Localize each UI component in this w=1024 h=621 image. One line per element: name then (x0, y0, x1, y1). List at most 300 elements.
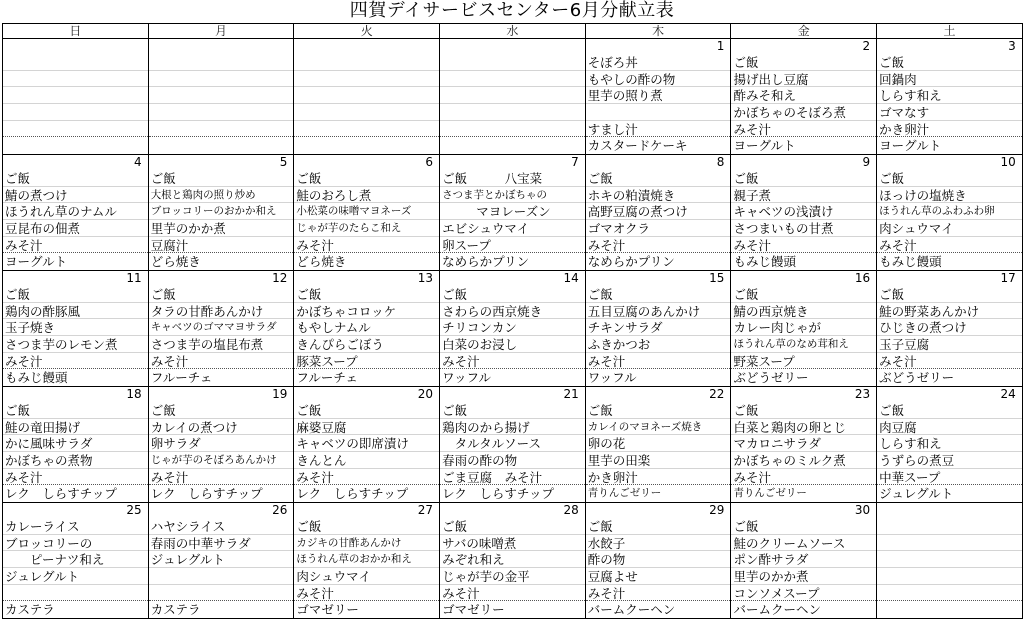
menu-item (294, 87, 439, 104)
day-number: 25 (3, 503, 149, 519)
menu-item (3, 87, 148, 104)
menu-item: ご飯 八宝菜 (440, 170, 585, 187)
menu-item: さわらの西京焼き (440, 303, 585, 320)
menu-item (149, 121, 294, 138)
menu-item (877, 568, 1022, 585)
menu-item: ほっけの塩焼き (877, 187, 1022, 204)
weekday-header-row (3, 24, 1023, 39)
menu-item: みそ汁 (3, 469, 148, 486)
menu-item: レク しらすチップ (442, 486, 554, 502)
menu-item: エビシュウマイ (440, 220, 585, 237)
menu-item (877, 585, 1022, 602)
menu-item: カステラ (5, 602, 55, 618)
menu-item: ふきかつお (586, 336, 731, 353)
menu-item: レク しらすチップ (5, 486, 117, 502)
menu-item: かに風味サラダ (3, 435, 148, 452)
menu-item: みそ汁 (294, 237, 439, 254)
menu-item: みそ汁 (440, 585, 585, 602)
menu-item: 小松菜の味噌マヨネーズ (294, 203, 439, 220)
menu-item (440, 87, 585, 104)
menu-item: チリコンカン (440, 319, 585, 336)
menu-item: みそ汁 (586, 353, 731, 370)
day-number: 8 (585, 155, 731, 171)
menu-item: うずらの煮豆 (877, 452, 1022, 469)
menu-item: 鮭の竜田揚げ (3, 419, 148, 436)
day-number: 7 (440, 155, 586, 171)
menu-item: ご飯 (731, 170, 876, 187)
menu-item: ご飯 (731, 518, 876, 535)
menu-item: ご飯 (3, 402, 148, 419)
menu-item: みそ汁 (149, 353, 294, 370)
menu-item (294, 54, 439, 71)
menu-item: 卵の花 (586, 435, 731, 452)
menu-item: タルタルソース (440, 435, 585, 452)
menu-item: 白菜と鶏肉の卵とじ (731, 419, 876, 436)
menu-item: ホキの粕漬焼き (586, 187, 731, 204)
menu-item: ヨーグルト (879, 138, 942, 154)
menu-item: 高野豆腐の煮つけ (586, 203, 731, 220)
day-number (148, 39, 294, 55)
day-number: 5 (148, 155, 294, 171)
menu-item (149, 87, 294, 104)
day-menu-cell (294, 286, 440, 387)
day-menu-cell (585, 518, 731, 619)
menu-item: バームクーヘン (733, 602, 821, 618)
menu-item (877, 601, 1022, 618)
menu-item: ほうれん草のナムル (3, 203, 148, 220)
day-number: 23 (731, 387, 877, 403)
menu-item: さつま芋の塩昆布煮 (149, 336, 294, 353)
menu-item: 野菜スープ (731, 353, 876, 370)
menu-item: 卵サラダ (149, 435, 294, 452)
menu-item: かぼちゃコロッケ (294, 303, 439, 320)
day-menu-cell (585, 402, 731, 503)
menu-item: 鮭の野菜あんかけ (877, 303, 1022, 320)
page-title: 四賀デイサービスセンター6月分献立表 (349, 0, 675, 21)
menu-item: タラの甘酢あんかけ (149, 303, 294, 320)
weekday-tue: 火 (294, 24, 440, 39)
day-menu-cell (877, 518, 1023, 619)
day-menu-cell (731, 170, 877, 271)
day-number: 1 (585, 39, 731, 55)
menu-item: 鯖の煮つけ (3, 187, 148, 204)
menu-item: もやしの酢の物 (586, 71, 731, 88)
menu-item (149, 71, 294, 88)
menu-item: かぼちゃのミルク煮 (731, 452, 876, 469)
day-number: 30 (731, 503, 877, 519)
day-menu-cell (148, 286, 294, 387)
menu-item: ブロッコリーの (3, 535, 148, 552)
menu-item: ご飯 (3, 286, 148, 303)
menu-item: ご飯 (294, 170, 439, 187)
menu-item: ひじきの煮つけ (877, 319, 1022, 336)
menu-item: きんとん (294, 452, 439, 469)
day-number: 11 (3, 271, 149, 287)
menu-item: 酢みそ和え (731, 87, 876, 104)
menu-item: じゃが芋のそぼろあんかけ (149, 452, 294, 469)
day-number: 6 (294, 155, 440, 171)
day-number: 29 (585, 503, 731, 519)
menu-item: どら焼き (296, 254, 347, 270)
menu-item: ヨーグルト (5, 254, 68, 270)
day-number (294, 39, 440, 55)
day-menu-cell (440, 170, 586, 271)
menu-item: ご飯 (877, 54, 1022, 71)
menu-item (294, 121, 439, 138)
menu-item: バームクーヘン (587, 602, 676, 618)
menu-item: ゴマなす (877, 104, 1022, 121)
menu-item: 鶏肉の酢豚風 (3, 303, 148, 320)
menu-item: フルーチェ (150, 370, 213, 386)
menu-table (2, 23, 1023, 619)
day-number: 10 (877, 155, 1023, 171)
menu-item: ゴマオクラ (586, 220, 731, 237)
menu-item: ヨーグルト (733, 138, 796, 154)
menu-item: ご飯 (877, 402, 1022, 419)
weekday-thu: 木 (585, 24, 731, 39)
day-number: 9 (731, 155, 877, 171)
menu-item: ごま豆腐 みそ汁 (440, 469, 585, 486)
menu-item: 中華スープ (877, 469, 1022, 486)
menu-item (440, 71, 585, 88)
week-5-date-row (3, 503, 1023, 519)
menu-item (3, 104, 148, 121)
weekday-sat: 土 (877, 24, 1023, 39)
menu-item: もみじ饅頭 (733, 254, 796, 270)
menu-item: なめらかプリン (587, 254, 675, 270)
menu-item (440, 121, 585, 138)
menu-item: 回鍋肉 (877, 71, 1022, 88)
week-5-menu-row (3, 518, 1023, 619)
menu-item: ワッフル (442, 370, 491, 386)
menu-item: そぼろ丼 (586, 54, 731, 71)
menu-item (586, 104, 731, 121)
menu-item: 肉シュウマイ (877, 220, 1022, 237)
day-number: 18 (3, 387, 149, 403)
day-menu-cell (440, 402, 586, 503)
menu-item: ジュレグルト (3, 568, 148, 585)
menu-item (149, 568, 294, 585)
menu-item: ピーナツ和え (3, 551, 148, 568)
day-number: 16 (731, 271, 877, 287)
day-number: 2 (731, 39, 877, 55)
menu-item: 豆腐よせ (586, 568, 731, 585)
menu-item: じゃが芋のたらこ和え (294, 220, 439, 237)
day-menu-cell (440, 286, 586, 387)
day-menu-cell (440, 518, 586, 619)
menu-item: かぼちゃのそぼろ煮 (731, 104, 876, 121)
menu-item: みぞれ和え (440, 551, 585, 568)
menu-item: ご飯 (440, 402, 585, 419)
day-number: 12 (148, 271, 294, 287)
menu-item: ゴマゼリー (442, 602, 505, 618)
day-number: 20 (294, 387, 440, 403)
menu-item: 水餃子 (586, 535, 731, 552)
menu-item: カスタードケーキ (587, 138, 688, 154)
day-menu-cell (585, 170, 731, 271)
day-number: 28 (440, 503, 586, 519)
day-menu-cell (877, 402, 1023, 503)
menu-item: カレー肉じゃが (731, 319, 876, 336)
menu-item: 青りんごゼリー (733, 487, 807, 500)
menu-item: みそ汁 (440, 353, 585, 370)
menu-item: さつま芋のレモン煮 (3, 336, 148, 353)
menu-item (294, 137, 439, 154)
weekday-wed: 水 (440, 24, 586, 39)
menu-item: ご飯 (586, 402, 731, 419)
day-menu-cell (440, 54, 586, 155)
day-menu-cell (877, 170, 1023, 271)
menu-item (877, 518, 1022, 535)
menu-item (3, 54, 148, 71)
day-menu-cell (294, 402, 440, 503)
day-number: 14 (440, 271, 586, 287)
menu-item: さつま芋とかぼちゃの (440, 187, 585, 204)
menu-item (149, 104, 294, 121)
menu-item: すまし汁 (586, 121, 731, 138)
menu-item: みそ汁 (731, 237, 876, 254)
day-menu-cell (148, 54, 294, 155)
menu-item: ご飯 (3, 170, 148, 187)
menu-item: ご飯 (440, 518, 585, 535)
menu-item: ご飯 (586, 518, 731, 535)
menu-item: キャベツの即席漬け (294, 435, 439, 452)
menu-item (440, 54, 585, 71)
menu-item: 玉子豆腐 (877, 336, 1022, 353)
weekday-mon: 月 (148, 24, 294, 39)
menu-item (294, 104, 439, 121)
menu-item: みそ汁 (3, 353, 148, 370)
menu-item: ぶどうゼリー (733, 370, 809, 386)
day-number: 15 (585, 271, 731, 287)
menu-item: ご飯 (586, 170, 731, 187)
menu-item: もやしナムル (294, 319, 439, 336)
menu-item: サバの味噌煮 (440, 535, 585, 552)
menu-item: ご飯 (294, 518, 439, 535)
menu-item: 里芋のかか煮 (731, 568, 876, 585)
menu-item: かぼちゃの煮物 (3, 452, 148, 469)
day-number: 27 (294, 503, 440, 519)
day-number: 21 (440, 387, 586, 403)
menu-item (877, 551, 1022, 568)
week-1-menu-row (3, 54, 1023, 155)
menu-item: ご飯 (149, 286, 294, 303)
menu-item: じゃが芋の金平 (440, 568, 585, 585)
menu-item: 青りんごゼリー (587, 487, 662, 500)
menu-item (3, 71, 148, 88)
menu-item: 春雨の酢の物 (440, 452, 585, 469)
day-menu-cell (877, 54, 1023, 155)
menu-item: ご飯 (294, 286, 439, 303)
menu-item: ご飯 (731, 286, 876, 303)
day-menu-cell (585, 286, 731, 387)
menu-item: ほうれん草のなめ茸和え (731, 336, 876, 353)
menu-item: ご飯 (877, 286, 1022, 303)
menu-item: 玉子焼き (3, 319, 148, 336)
menu-item: みそ汁 (294, 469, 439, 486)
menu-item: どら焼き (150, 254, 201, 270)
menu-item: 豆昆布の佃煮 (3, 220, 148, 237)
menu-item: コンソメスープ (731, 585, 876, 602)
day-menu-cell (3, 170, 149, 271)
menu-item: ご飯 (294, 402, 439, 419)
menu-item: ジュレグルト (879, 486, 954, 502)
day-menu-cell (148, 170, 294, 271)
day-number: 24 (877, 387, 1023, 403)
day-menu-cell (294, 170, 440, 271)
menu-item: ハヤシライス (149, 518, 294, 535)
menu-item (440, 137, 585, 154)
menu-item: ご飯 (586, 286, 731, 303)
menu-item: 酢の物 (586, 551, 731, 568)
menu-item: しらす和え (877, 87, 1022, 104)
menu-item: 鯖の西京焼き (731, 303, 876, 320)
day-number (3, 39, 149, 55)
menu-item: ご飯 (731, 54, 876, 71)
menu-item: ワッフル (587, 370, 637, 386)
menu-item: ご飯 (149, 170, 294, 187)
menu-item: かき卵汁 (586, 469, 731, 486)
menu-item: チキンサラダ (586, 319, 731, 336)
menu-item: 鮭のおろし煮 (294, 187, 439, 204)
day-menu-cell (585, 54, 731, 155)
menu-item: 大根と鶏肉の照り炒め (149, 187, 294, 204)
day-menu-cell (148, 518, 294, 619)
menu-item: キャベツのゴママヨサラダ (149, 319, 294, 336)
menu-item: みそ汁 (731, 121, 876, 138)
menu-item: ご飯 (877, 170, 1022, 187)
menu-item: 里芋のかか煮 (149, 220, 294, 237)
menu-item: ぶどうゼリー (879, 370, 955, 386)
menu-item: 春雨の中華サラダ (149, 535, 294, 552)
week-2-menu-row (3, 170, 1023, 271)
day-number: 17 (877, 271, 1023, 287)
menu-item (149, 54, 294, 71)
menu-item: 鮭のクリームソース (731, 535, 876, 552)
menu-item: みそ汁 (586, 237, 731, 254)
day-number: 26 (148, 503, 294, 519)
menu-item: きんぴらごぼう (294, 336, 439, 353)
day-menu-cell (731, 54, 877, 155)
menu-item: ほうれん草のおかか和え (294, 551, 439, 568)
menu-item (877, 535, 1022, 552)
weekday-fri: 金 (731, 24, 877, 39)
day-menu-cell (3, 54, 149, 155)
menu-item: ポン酢サラダ (731, 551, 876, 568)
menu-item: もみじ饅頭 (5, 370, 68, 386)
week-1-date-row (3, 39, 1023, 55)
menu-item: レク しらすチップ (296, 486, 409, 502)
menu-item: カレイの煮つけ (149, 419, 294, 436)
menu-item: マカロニサラダ (731, 435, 876, 452)
menu-item: 豚菜スープ (294, 353, 439, 370)
day-menu-cell (148, 402, 294, 503)
day-menu-cell (731, 286, 877, 387)
day-number: 3 (877, 39, 1023, 55)
week-2-date-row (3, 155, 1023, 171)
menu-item: 揚げ出し豆腐 (731, 71, 876, 88)
menu-item: フルーチェ (296, 370, 359, 386)
menu-item: 肉豆腐 (877, 419, 1022, 436)
week-3-menu-row (3, 286, 1023, 387)
menu-item (149, 585, 294, 602)
day-menu-cell (731, 518, 877, 619)
menu-item: 親子煮 (731, 187, 876, 204)
menu-item: ブロッコリーのおかか和え (149, 203, 294, 220)
menu-item: 白菜のお浸し (440, 336, 585, 353)
menu-item: なめらかプリン (442, 254, 530, 270)
menu-item (3, 121, 148, 138)
menu-item: 麻婆豆腐 (294, 419, 439, 436)
menu-item (3, 585, 148, 602)
menu-item: しらす和え (877, 435, 1022, 452)
day-number: 4 (3, 155, 149, 171)
menu-item: みそ汁 (294, 585, 439, 602)
menu-item: 里芋の田楽 (586, 452, 731, 469)
menu-item: 五目豆腐のあんかけ (586, 303, 731, 320)
menu-item: カステラ (150, 602, 201, 618)
day-menu-cell (731, 402, 877, 503)
menu-item: カジキの甘酢あんかけ (294, 535, 439, 552)
menu-item: 里芋の照り煮 (586, 87, 731, 104)
week-3-date-row (3, 271, 1023, 287)
day-menu-cell (294, 518, 440, 619)
week-4-menu-row (3, 402, 1023, 503)
day-number (877, 503, 1023, 519)
day-number: 22 (585, 387, 731, 403)
day-menu-cell (3, 518, 149, 619)
menu-item: 豆腐汁 (149, 237, 294, 254)
menu-item: カレイのマヨネーズ焼き (586, 419, 731, 436)
day-menu-cell (3, 402, 149, 503)
menu-item: さつまいもの甘煮 (731, 220, 876, 237)
menu-item: 鶏肉のから揚げ (440, 419, 585, 436)
menu-item: かき卵汁 (877, 121, 1022, 138)
menu-item: みそ汁 (3, 237, 148, 254)
menu-item (149, 137, 294, 154)
menu-item: ゴマゼリー (296, 602, 359, 618)
day-menu-cell (877, 286, 1023, 387)
menu-item: みそ汁 (586, 585, 731, 602)
menu-item (294, 71, 439, 88)
day-number: 13 (294, 271, 440, 287)
menu-item: ご飯 (731, 402, 876, 419)
menu-item (3, 137, 148, 154)
menu-item: みそ汁 (149, 469, 294, 486)
menu-item: みそ汁 (877, 353, 1022, 370)
menu-item: ご飯 (149, 402, 294, 419)
menu-item: レク しらすチップ (150, 486, 263, 502)
menu-item: 肉シュウマイ (294, 568, 439, 585)
menu-item: ご飯 (440, 286, 585, 303)
menu-item: マヨレーズン (440, 203, 585, 220)
menu-item: もみじ饅頭 (879, 254, 942, 270)
day-menu-cell (3, 286, 149, 387)
day-menu-cell (294, 54, 440, 155)
menu-item: 卵スープ (440, 237, 585, 254)
menu-item: カレーライス (3, 518, 148, 535)
day-number: 19 (148, 387, 294, 403)
menu-item: みそ汁 (731, 469, 876, 486)
day-number (440, 39, 586, 55)
menu-item: キャベツの浅漬け (731, 203, 876, 220)
menu-item (440, 104, 585, 121)
week-4-date-row (3, 387, 1023, 403)
menu-item: ほうれん草のふわふわ卵 (877, 203, 1022, 220)
menu-item: ジュレグルト (149, 551, 294, 568)
weekday-sun: 日 (3, 24, 149, 39)
menu-item: みそ汁 (877, 237, 1022, 254)
